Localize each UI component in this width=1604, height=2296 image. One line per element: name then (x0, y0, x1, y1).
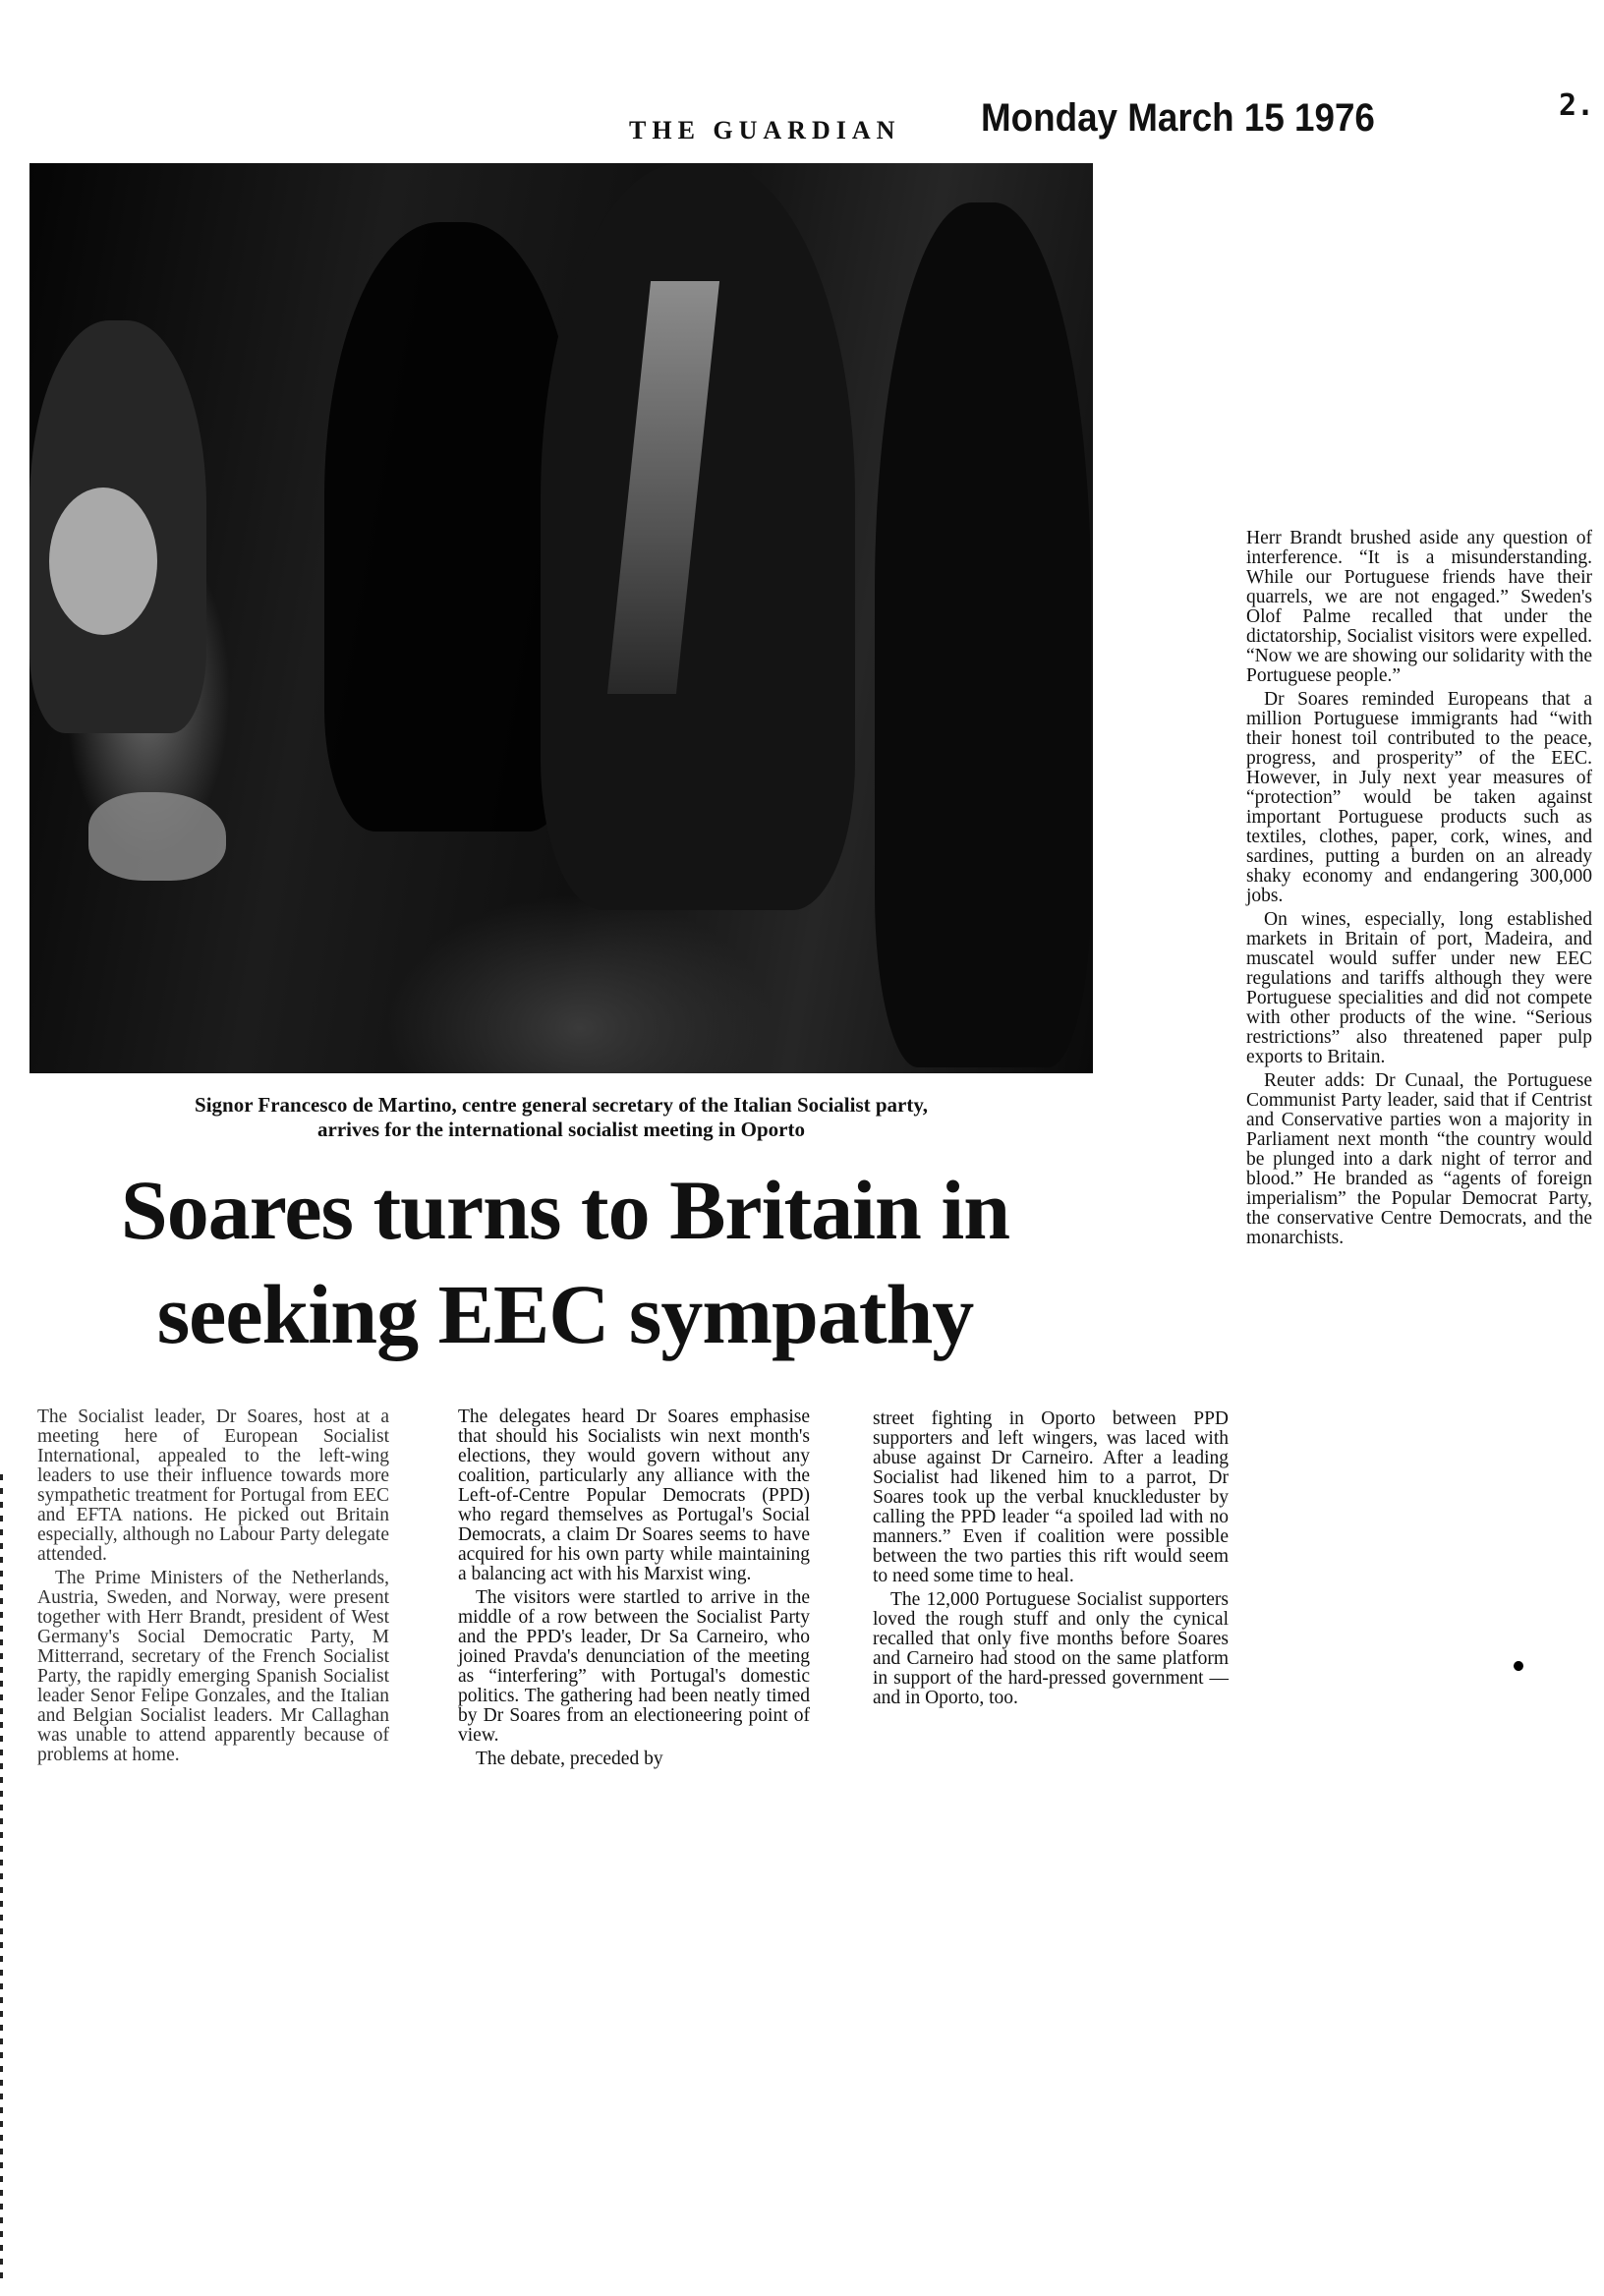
paragraph: The debate, preceded by (476, 1749, 663, 1769)
paragraph: The Prime Ministers of the Netherlands, Austria, Sweden, and Norway, were present together with Herr Brandt, president of West Germany's Social Democratic Party, M Mitterrand, secretary of the French Socialist Party, the rapidly emerging Spanish Socialist leader Senor Felipe Gonzales, and the Italian and Belgian Socialist leaders. Mr Callaghan was unable to attend apparently because of problems at home. (37, 1568, 389, 1765)
photo-face (49, 488, 157, 635)
issue-date: Monday March 15 1976 (981, 96, 1375, 140)
paragraph: The visitors were startled to arrive in the middle of a row between the Socialist Party and the PPD's leader, Dr Sa Carneiro, who joined Pravda's denunciation of the meeting as “interfering” with Portugal's domestic politics. The gathering had been neatly timed by Dr Soares from an electioneering point of view. (458, 1587, 810, 1746)
paragraph: Reuter adds: Dr Cunaal, the Portuguese Communist Party leader, said that if Centrist and Conservative parties won a majority in Parliament next month “the country would be plunged into a dark night of terror and blood.” He branded as “agents of foreign imperialism” the Popular Democrat Party, the conservative Centre Democrats, and the monarchists. (1246, 1070, 1592, 1248)
article-column-3 (873, 1409, 1229, 1712)
photo-figure-centre (541, 163, 855, 910)
photo-hand (88, 792, 226, 881)
headline-line-1: Soares turns to Britain in (120, 1163, 1010, 1257)
scan-edge-mark (0, 1474, 3, 2280)
article-column-4 (1246, 529, 1592, 1252)
ink-smudge (1512, 1659, 1525, 1673)
paragraph: The delegates heard Dr Soares emphasise that should his Socialists win next month's elections, they would govern without any coalition, particularly any alliance with the Left-of-Centre Popular Democrats (PPD) who regard themselves as Portugal's Social Democrats, a claim Dr Soares seems to have acquired for his own party while maintaining a balancing act with his Marxist wing. (458, 1406, 810, 1584)
article-column-1 (37, 1407, 389, 1769)
headline-line-2: seeking EEC sympathy (156, 1267, 974, 1361)
paragraph: Dr Soares reminded Europeans that a million Portuguese immigrants had “with their honest toil contributed to the peace, progress, and prosperity” of the EEC. However, in July next year measures of “protection” would be taken against important Portuguese products such as textiles, clothes, paper, cork, wines, and sardines, putting a burden on an already shaky economy and endangering 300,000 jobs. (1246, 689, 1592, 906)
newspaper-masthead: THE GUARDIAN (629, 116, 901, 144)
photo-figure-right (875, 202, 1091, 1067)
paragraph: Herr Brandt brushed aside any question of interference. “It is a misunderstanding. While our Portuguese friends have their quarrels, we are not engaged.” Sweden's Olof Palme recalled that under the dictatorship, Socialist visitors were expelled. “Now we are showing our solidarity with the Portuguese people.” (1246, 528, 1592, 686)
news-photo (29, 163, 1093, 1073)
article-column-2 (458, 1407, 810, 1773)
page-number: 2. (1559, 88, 1595, 123)
caption-line-2: arrives for the international socialist meeting in Oporto (317, 1118, 805, 1141)
photo-caption (29, 1093, 1093, 1142)
caption-line-1: Signor Francesco de Martino, centre general secretary of the Italian Socialist party, (195, 1093, 928, 1117)
paragraph: The Socialist leader, Dr Soares, host at a meeting here of European Socialist International, appealed to the left-wing leaders to use their influence towards more sympathetic treatment for Portugal from EEC and EFTA nations. He picked out Britain especially, although no Labour Party delegate attended. (37, 1406, 389, 1565)
paragraph: street fighting in Oporto between PPD supporters and left wingers, was laced with abuse against Dr Carneiro. After a leading Socialist had likened him to a parrot, Dr Soares took up the verbal knuckleduster by calling the PPD leader “a spoiled lad with no manners.” Even if coalition were possible between the two parties this rift would seem to need some time to heal. (873, 1408, 1229, 1586)
paragraph: The 12,000 Portuguese Socialist supporters loved the rough stuff and only the cynical recalled that only five months before Soares and Carneiro had stood on the same platform in support of the hard-pressed government — and in Oporto, too. (873, 1589, 1229, 1708)
article-headline (20, 1158, 1111, 1366)
paragraph: On wines, especially, long established markets in Britain of port, Madeira, and muscatel would suffer under new EEC regulations and tariffs although they were Portuguese specialities and did not compete with other products of the wine. “Serious restrictions” also threatened paper pulp exports to Britain. (1246, 909, 1592, 1067)
